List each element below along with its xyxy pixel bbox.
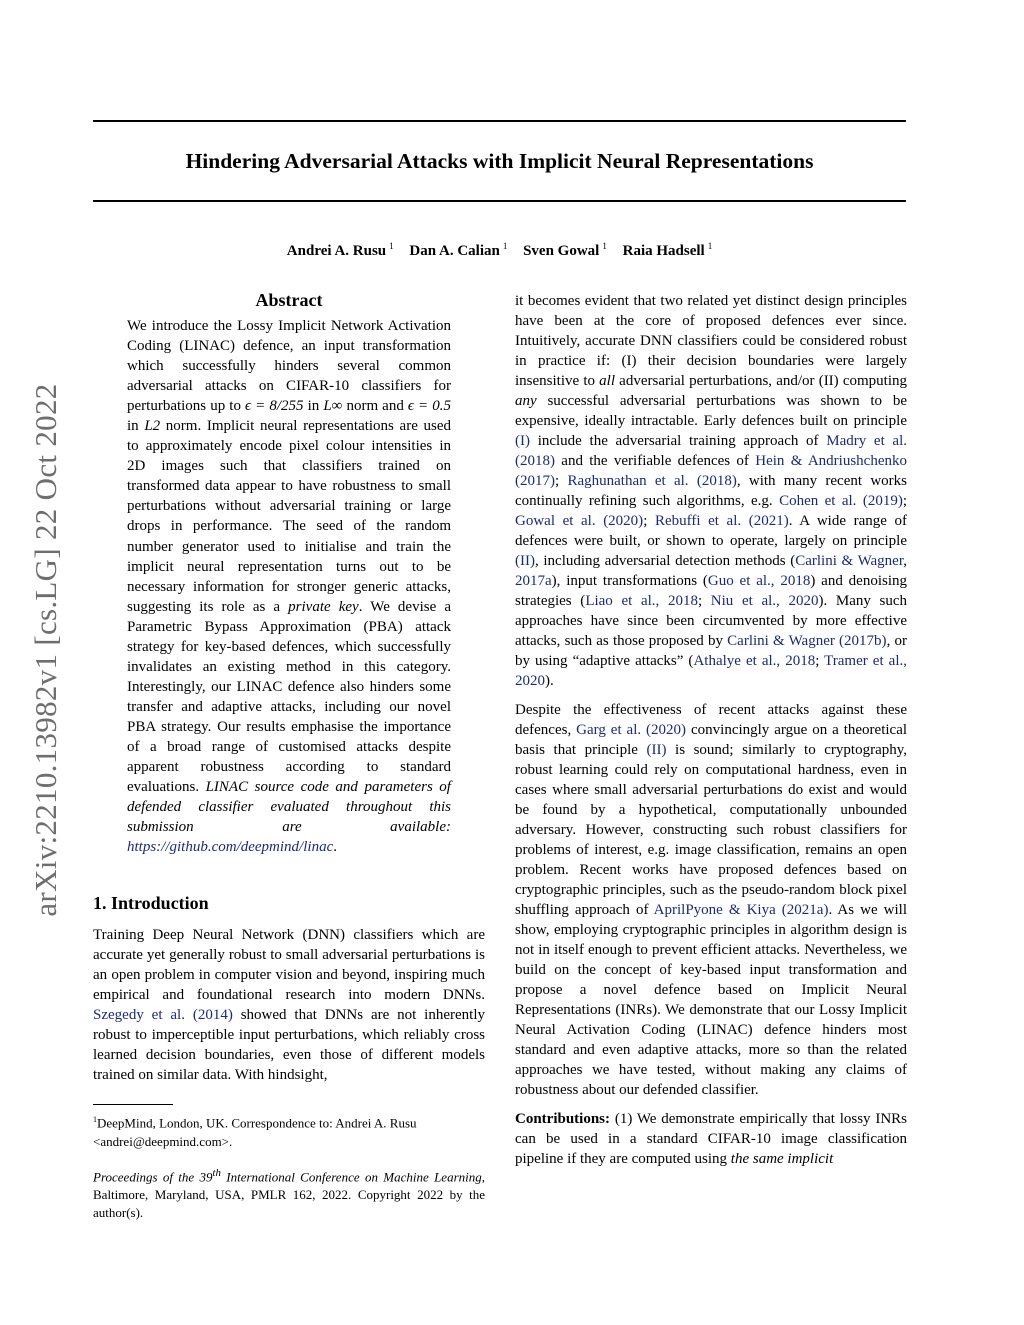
- citation-link[interactable]: Szegedy et al. (2014): [93, 1007, 233, 1024]
- author: Dan A. Calian $^1$: [409, 241, 508, 259]
- paper-title: Hindering Adversarial Attacks with Implicit Neural Representations: [185, 149, 814, 173]
- abstract-heading: Abstract: [255, 290, 323, 310]
- citation-link[interactable]: Tramer et al., 2020: [515, 653, 907, 689]
- contributions-paragraph: Contributions: (1) We demonstrate empirically that lossy INRs can be used in a standard CIFAR-10 image classification pipeline if they are computed using the same implicit: [515, 1111, 907, 1167]
- intro-paragraph: Training Deep Neural Network (DNN) classifiers which are accurate yet generally robust to small adversarial perturbations is an open problem in computer vision and beyond, inspiring much empirical and foundational research into modern DNNs. Szegedy et al. (2014) showed that DNNs are not inherently robust to imperceptible input perturbations, which reliably cross learned decision boundaries, even those of different models trained on similar data. With hindsight,: [93, 927, 485, 1084]
- citation-link[interactable]: Cohen et al. (2019): [779, 493, 903, 509]
- citation-link[interactable]: Liao et al., 2018: [585, 593, 698, 609]
- citation-link[interactable]: Athalye et al., 2018: [693, 653, 816, 669]
- citation-link[interactable]: Rebuffi et al. (2021): [654, 513, 789, 529]
- title-rule-top: [93, 120, 906, 122]
- citation-link[interactable]: Guo et al., 2018: [707, 573, 811, 589]
- citation-link[interactable]: AprilPyone & Kiya (2021a): [653, 902, 829, 918]
- affiliation-footnote: $^1$DeepMind, London, UK. Correspondence to: Andrei A. Rusu <andrei@deepmind.com>.: [93, 1115, 417, 1149]
- left-column: [93, 289, 485, 1222]
- citation-link[interactable]: Madry et al. (2018): [515, 433, 908, 469]
- right-column: [515, 291, 907, 1169]
- citation-link[interactable]: Carlini & Wagner (2017b): [727, 633, 887, 649]
- abstract-body: We introduce the Lossy Implicit Network Activation Coding (LINAC) defence, an input transformation which successfully hinders several common adversarial attacks on CIFAR-10 classifiers for perturbations up to ϵ = 8/255 in L∞ norm and ϵ = 0.5 in L2 norm. Implicit neural representations are used to approximately encode pixel colour intensities in 2D images such that classifiers trained on transformed data appear to have robustness to small perturbations without adversarial training or large drops in performance. The seed of the random number generator used to initialise and train the implicit neural representation turns out to be necessary information for stronger generic attacks, suggesting its role as a private key. We devise a Parametric Bypass Approximation (PBA) attack strategy for key-based defences, which successfully invalidates an existing method in this category. Interestingly, our LINAC defence also hinders some transfer and adaptive attacks, including our novel PBA strategy. Our results emphasise the importance of a broad range of customised attacks despite apparent robustness according to standard evaluations. LINAC source code and parameters of defended classifier evaluated throughout this submission are available: https://github.com/deepmind/linac.: [127, 318, 451, 856]
- proceedings-note: Proceedings of the 39th International Conference on Machine Learning, Baltimore, Maryland, USA, PMLR 162, 2022. Copyright 2022 by the author(s).: [93, 1166, 485, 1220]
- author: Raia Hadsell $^1$: [622, 241, 713, 259]
- code-link[interactable]: https://github.com/deepmind/linac: [127, 839, 334, 856]
- principle-link[interactable]: (I): [515, 433, 530, 449]
- principle-link[interactable]: (II): [515, 553, 535, 569]
- citation-link[interactable]: Garg et al. (2020): [576, 722, 687, 738]
- section-heading-introduction: 1. Introduction: [93, 893, 209, 914]
- citation-link[interactable]: Hein & Andriushchenko (2017): [515, 453, 907, 489]
- citation-link[interactable]: Gowal et al. (2020): [515, 513, 644, 529]
- citation-link[interactable]: Raghunathan et al. (2018): [567, 473, 737, 489]
- title-rule-bottom: [93, 200, 906, 202]
- body-paragraph: it becomes evident that two related yet distinct design principles have been at the core of proposed defences ever since. Intuitively, accurate DNN classifiers could be considered robust in practice if: (I) their decision boundaries were largely insensitive to all adversarial perturbations, and/or (II) computing any successful adversarial perturbations was shown to be expensive, ideally intractable. Early defences built on principle (I) include the adversarial training approach of Madry et al. (2018) and the verifiable defences of Hein & Andriushchenko (2017); Raghunathan et al. (2018), with many recent works continually refining such algorithms, e.g. Cohen et al. (2019); Gowal et al. (2020); Rebuffi et al. (2021). A wide range of defences were built, or shown to operate, largely on principle (II), including adversarial detection methods (Carlini & Wagner, 2017a), input transformations (Guo et al., 2018) and denoising strategies (Liao et al., 2018; Niu et al., 2020). Many such approaches have since been circumvented by more effective attacks, such as those proposed by Carlini & Wagner (2017b), or by using “adaptive attacks” (Athalye et al., 2018; Tramer et al., 2020).: [515, 293, 908, 689]
- footnote-rule: [93, 1104, 173, 1105]
- author: Sven Gowal $^1$: [523, 241, 607, 259]
- author: Andrei A. Rusu $^1$: [286, 241, 394, 259]
- citation-link[interactable]: Niu et al., 2020: [710, 593, 819, 609]
- principle-link[interactable]: (II): [646, 742, 667, 758]
- author-list: [93, 236, 906, 261]
- body-paragraph: Despite the effectiveness of recent attacks against these defences, Garg et al. (2020) convincingly argue on a theoretical basis that principle (II) is sound; similarly to cryptography, robust learning could rely on computational hardness, even in cases where small adversarial perturbations do exist and would be found by a hypothetical, computationally unbounded adversary. However, constructing such robust classifiers for problems of interest, e.g. image classification, remains an open problem. Recent works have proposed defences based on cryptographic principles, such as the pseudo-random block pixel shuffling approach of AprilPyone & Kiya (2021a). As we will show, employing cryptographic principles in algorithm design is not in itself enough to prevent efficient attacks. Nevertheless, we build on the concept of key-based input transformation and propose a novel defence based on Implicit Neural Representations (INRs). We demonstrate that our Lossy Implicit Neural Activation Coding (LINAC) defence hinders most standard and even adaptive attacks, more so than the related approaches we have tested, without making any claims of robustness about our defended classifier.: [515, 702, 908, 1098]
- citation-link[interactable]: 2017a: [515, 573, 552, 589]
- citation-link[interactable]: Carlini & Wagner: [795, 553, 904, 569]
